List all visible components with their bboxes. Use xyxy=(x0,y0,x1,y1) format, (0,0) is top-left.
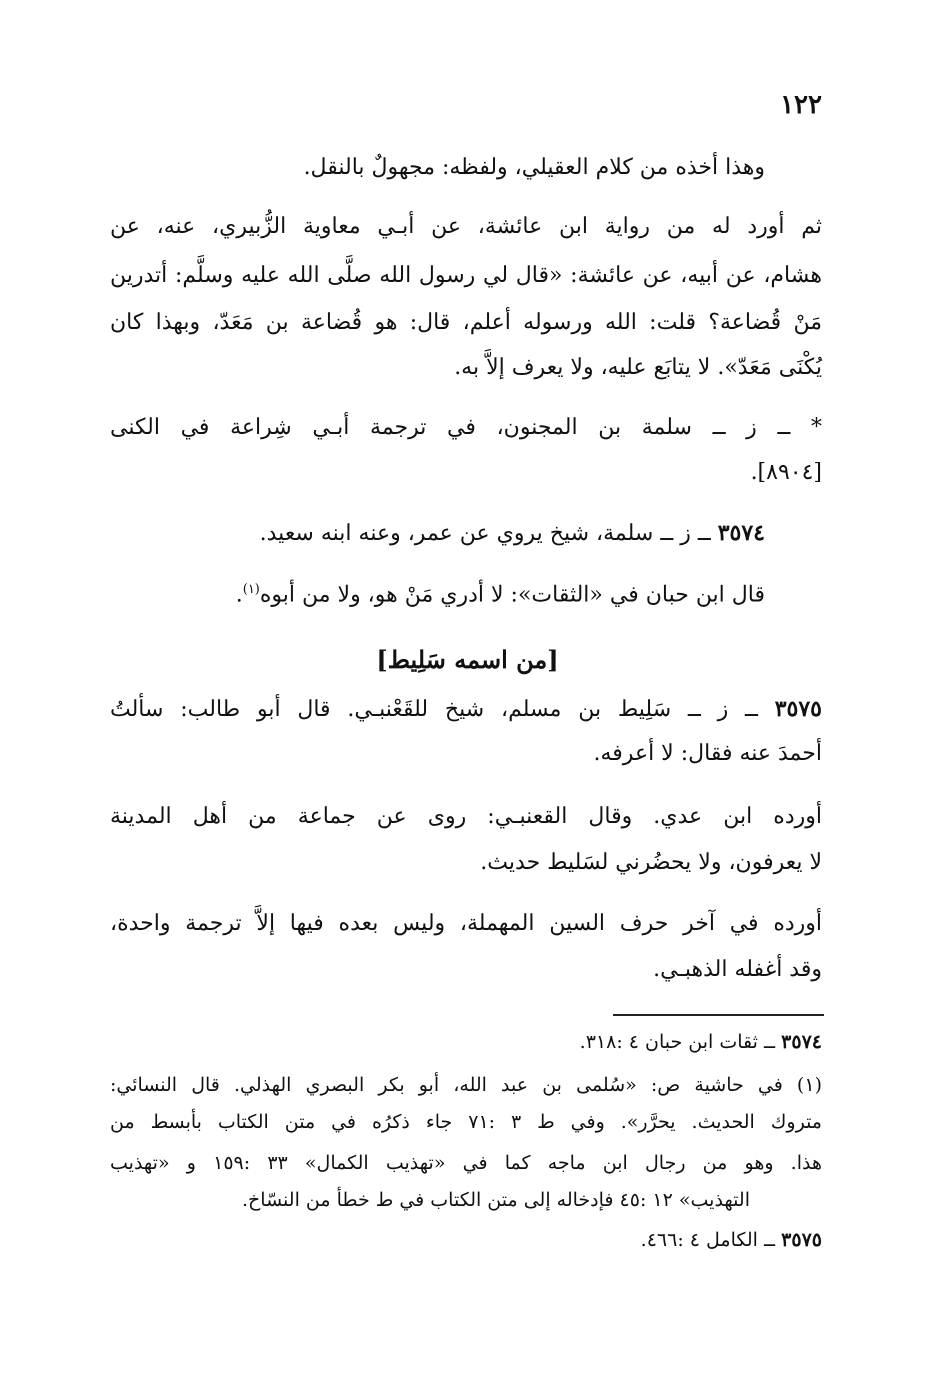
paragraph-text: قال ابن حبان في «الثقات»: لا أدري مَنْ هو، ولا من أبوه xyxy=(259,582,765,608)
paragraph-line: وقد أغفله الذهبـي. xyxy=(653,957,822,982)
paragraph-line: أورده ابن عدي. وقال القعنبـي: روى عن جماعة من أهل المدينة xyxy=(110,804,822,829)
paragraph-text: . xyxy=(235,582,243,608)
paragraph-line: وهذا أخذه من كلام العقيلي، ولفظه: مجهولٌ بالنقل. xyxy=(303,155,765,180)
page-number: ١٢٢ xyxy=(780,90,822,120)
entry-text: ــ ز ــ سَلِيط بن مسلم، شيخ للقَعْنبـي. قال أبو طالب: سألتُ xyxy=(110,697,758,722)
entry-3575-line xyxy=(110,697,822,722)
paragraph-line: لا يعرفون، ولا يحضُرني لسَليط حديث. xyxy=(480,850,822,875)
entry-number: ٣٥٧٤ xyxy=(717,520,765,546)
footnote-text: ــ الكامل ٤ :٤٦٦. xyxy=(640,1229,776,1251)
paragraph-line: * ــ ز ــ سلمة بن المجنون، في ترجمة أبـي شِراعة في الكنى xyxy=(110,415,822,440)
footnote-line xyxy=(110,1228,822,1252)
paragraph-line: [٨٩٠٤]. xyxy=(750,460,822,485)
footnote-line: (١) في حاشية ص: «سُلمى بن عبد الله، أبو بكر البصري الهذلي. قال النسائي: xyxy=(110,1074,822,1096)
paragraph-line: هشام، عن أبيه، عن عائشة: «قال لي رسول الله صلَّى الله عليه وسلَّم: أتدرين xyxy=(110,263,822,288)
footnote-line: هذا. وهو من رجال ابن ماجه كما في «تهذيب الكمال» ٣٣ :١٥٩ و «تهذيب xyxy=(110,1152,822,1174)
paragraph-line xyxy=(53,578,765,607)
paragraph-line: مَنْ قُضاعة؟ قلت: الله ورسوله أعلم، قال: هو قُضاعة بن مَعَدّ، وبهذا كان xyxy=(110,310,822,335)
footnote-text: ــ ثقات ابن حبان ٤ :٣١٨. xyxy=(579,1031,776,1053)
entry-number: ٣٥٧٥ xyxy=(774,696,822,722)
entry-text: ــ ز ــ سلمة، شيخ يروي عن عمر، وعنه ابنه سعيد. xyxy=(259,521,711,546)
paragraph-line: يُكْنَى مَعَدّ». لا يتابَع عليه، ولا يعرف إلاَّ به. xyxy=(454,355,822,380)
footnote-line: متروك الحديث. يحرَّر». وفي ط ٣ :٧١ جاء ذكرُه في متن الكتاب بأبسط من xyxy=(110,1111,822,1133)
entry-3574-line xyxy=(53,521,765,546)
footnote-ref: (١) xyxy=(242,582,260,597)
footnote-entry-number: ٣٥٧٥ xyxy=(781,1229,822,1251)
footnote-divider xyxy=(613,1014,824,1016)
footnote-entry-number: ٣٥٧٤ xyxy=(781,1031,822,1053)
paragraph-line: ثم أورد له من رواية ابن عائشة، عن أبـي معاوية الزُّبيري، عنه، عن xyxy=(110,214,822,239)
paragraph-line: أورده في آخر حرف السين المهملة، وليس بعده فيها إلاَّ ترجمة واحدة، xyxy=(110,911,822,936)
footnote-line xyxy=(110,1030,822,1054)
paragraph-line: أحمدَ عنه فقال: لا أعرفه. xyxy=(593,741,822,766)
section-heading: [من اسمه سَلِيط] xyxy=(376,645,559,674)
footnote-line: التهذيب» ١٢ :٤٥ فإدخاله إلى متن الكتاب في ط خطأ من النسّاخ. xyxy=(242,1189,750,1211)
